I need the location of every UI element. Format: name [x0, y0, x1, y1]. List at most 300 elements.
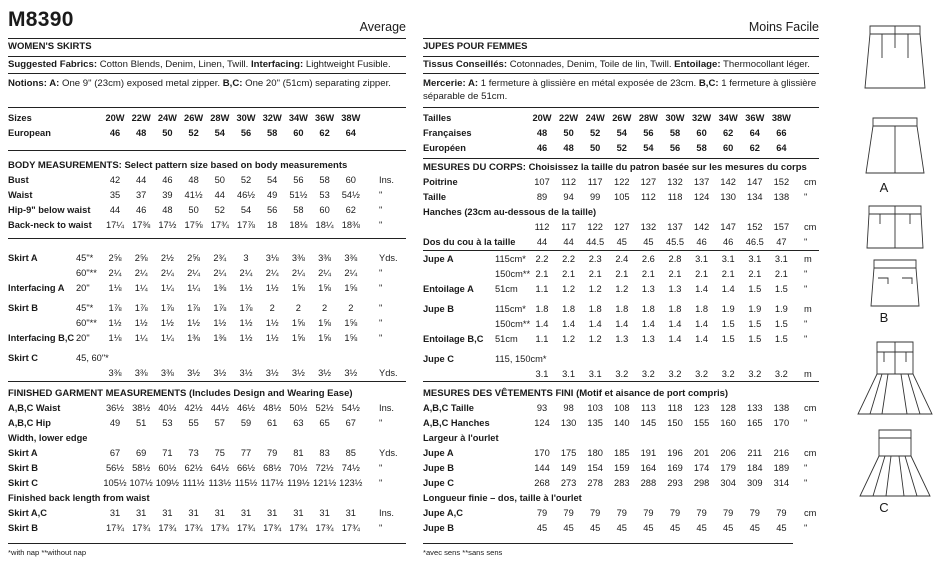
- row-unit: ": [804, 269, 808, 279]
- row-label: Entoilage B,C: [423, 334, 484, 344]
- table-row: [423, 432, 819, 445]
- row-label: Bust: [8, 175, 29, 185]
- table-cell: 45: [749, 523, 760, 533]
- table-cell: 196: [667, 448, 683, 458]
- table-cell: 3.2: [641, 369, 655, 379]
- table-cell: 53: [162, 418, 173, 428]
- notions-text: One 9" (23cm) exposed metal zipper.: [59, 78, 223, 89]
- table-cell: 1.4: [535, 319, 549, 329]
- row-unit: Ins.: [379, 175, 394, 185]
- row-unit: m: [804, 369, 812, 379]
- table-cell: 17¾: [105, 523, 125, 533]
- row-unit: Ins.: [379, 508, 394, 518]
- table-cell: 2.1: [535, 269, 549, 279]
- table-cell: 58: [669, 128, 681, 138]
- table-cell: 2: [348, 303, 354, 313]
- skirt-b-illustration: [852, 202, 940, 312]
- table-cell: 165: [747, 418, 763, 428]
- table-cell: 3⅜: [108, 368, 122, 378]
- table-row: [8, 477, 406, 490]
- table-cell: 44: [563, 237, 574, 247]
- table-cell: 2¼: [134, 268, 148, 278]
- table-cell: 45: [696, 523, 707, 533]
- table-cell: 2⅝: [108, 253, 122, 263]
- table-cell: 2¼: [291, 268, 305, 278]
- table-cell: 37: [136, 190, 147, 200]
- table-cell: 3.2: [695, 369, 709, 379]
- table-cell: 32W: [262, 113, 282, 123]
- table-cell: 46½: [236, 403, 256, 413]
- table-cell: 159: [614, 463, 630, 473]
- table-cell: 154: [587, 463, 603, 473]
- table-cell: 1.3: [641, 284, 655, 294]
- table-cell: 1⅛: [108, 283, 122, 293]
- table-cell: 2¼: [213, 268, 227, 278]
- table-cell: 118: [667, 192, 683, 202]
- row-label: Waist: [8, 190, 33, 200]
- table-cell: 105: [614, 192, 630, 202]
- body-measurements-heading: BODY MEASUREMENTS: Select pattern size based on body measurements: [8, 160, 348, 171]
- table-cell: 89: [536, 192, 548, 202]
- row-label: Dos du cou à la taille: [423, 237, 516, 247]
- table-cell: 3⅜: [160, 368, 174, 378]
- row-unit: Yds.: [379, 368, 398, 378]
- row-label: Hip-9" below waist: [8, 205, 91, 215]
- interfacing-text: Lightweight Fusible.: [303, 59, 391, 70]
- table-row: [423, 368, 819, 381]
- table-cell: 57: [214, 418, 225, 428]
- table-cell: 185: [614, 448, 630, 458]
- row-label: Skirt C: [8, 353, 38, 363]
- table-cell: 3.1: [562, 369, 576, 379]
- table-cell: 17¾: [341, 523, 360, 533]
- table-cell: 149: [560, 463, 577, 473]
- notions-line: [8, 77, 406, 90]
- table-cell: 1.2: [588, 284, 602, 294]
- table-cell: 31: [162, 508, 173, 518]
- table-cell: 1.1: [535, 284, 549, 294]
- notions-text-bc: One 20" (51cm) separating zipper.: [242, 78, 391, 89]
- row-label: A,B,C Hip: [8, 418, 51, 428]
- table-cell: 79: [563, 508, 574, 518]
- table-cell: 184: [747, 463, 763, 473]
- table-cell: 298: [693, 478, 710, 488]
- row-unit: ": [379, 523, 383, 533]
- table-cell: 48: [188, 175, 199, 185]
- table-cell: 1¼: [187, 283, 201, 293]
- table-row: [423, 112, 819, 125]
- table-cell: 1⅜: [187, 333, 201, 343]
- row-unit: Yds.: [379, 448, 398, 458]
- table-cell: 46: [536, 143, 548, 153]
- table-cell: 72½: [315, 463, 334, 473]
- notions-label: Notions: A:: [8, 78, 60, 89]
- table-cell: 201: [693, 448, 710, 458]
- table-cell: 113: [640, 403, 656, 413]
- table-cell: 56½: [105, 463, 125, 473]
- skirt-c-illustration: [852, 338, 940, 500]
- table-cell: 1½: [239, 318, 253, 328]
- table-cell: 1.4: [695, 334, 709, 344]
- divider: [423, 543, 793, 544]
- table-cell: 1¼: [134, 333, 148, 343]
- table-cell: 3⅜: [344, 253, 358, 263]
- table-cell: 147: [747, 177, 763, 187]
- table-cell: 1.3: [615, 334, 629, 344]
- row-fabric-width: 60"**: [76, 318, 97, 328]
- table-cell: 128: [720, 403, 736, 413]
- table-cell: 46: [696, 237, 707, 247]
- row-unit: ": [379, 220, 383, 230]
- table-cell: 2¾: [213, 253, 227, 263]
- table-cell: 1.9: [774, 304, 788, 314]
- table-cell: 17¾: [132, 523, 151, 533]
- row-unit: ": [804, 523, 808, 533]
- table-cell: 52: [240, 175, 252, 185]
- table-cell: 160: [720, 418, 736, 428]
- table-cell: 40½: [158, 403, 177, 413]
- notions-label-bc-fr: B,C:: [698, 78, 719, 89]
- row-unit: m: [804, 254, 812, 264]
- table-row: [8, 417, 406, 430]
- table-cell: 60½: [158, 463, 177, 473]
- table-cell: 18⅛: [289, 220, 308, 230]
- table-cell: 58: [293, 205, 304, 215]
- table-cell: 3.2: [668, 369, 682, 379]
- table-cell: 53: [319, 190, 330, 200]
- row-fabric-width: 20": [76, 333, 90, 343]
- table-cell: 34W: [288, 113, 308, 123]
- divider: [423, 158, 819, 159]
- table-cell: 17¾: [158, 523, 177, 533]
- divider: [423, 38, 819, 39]
- table-cell: 3: [243, 253, 249, 263]
- divider: [8, 107, 406, 108]
- table-cell: 1½: [108, 318, 122, 328]
- table-cell: 283: [614, 478, 630, 488]
- table-cell: 17⅞: [236, 220, 256, 230]
- table-cell: 1¼: [134, 283, 148, 293]
- table-cell: 3½: [239, 368, 253, 378]
- table-cell: 1⅞: [108, 303, 122, 313]
- table-cell: 44.5: [586, 237, 605, 247]
- table-cell: 1.9: [748, 304, 762, 314]
- row-label: Jupe B: [423, 304, 454, 314]
- table-cell: 113½: [208, 478, 232, 488]
- table-row: [8, 267, 406, 280]
- table-cell: 142: [693, 222, 710, 232]
- row-label: Skirt B: [8, 523, 38, 533]
- row-unit: ": [379, 268, 383, 278]
- row-unit: ": [804, 334, 808, 344]
- table-cell: 71: [162, 448, 173, 458]
- table-cell: 130: [720, 192, 736, 202]
- divider: [8, 543, 406, 544]
- table-cell: 117: [587, 177, 603, 187]
- table-row: [8, 189, 406, 202]
- table-cell: 98: [563, 403, 574, 413]
- row-label: Largeur à l'ourlet: [423, 433, 499, 443]
- table-cell: 2.3: [588, 254, 602, 264]
- row-label: A,B,C Hanches: [423, 418, 490, 428]
- table-cell: 309: [747, 478, 763, 488]
- interfacing-label: Interfacing:: [250, 59, 304, 70]
- table-cell: 74½: [341, 463, 360, 473]
- table-row: [423, 477, 819, 490]
- table-cell: 48: [136, 128, 147, 138]
- table-cell: 145: [640, 418, 657, 428]
- row-unit: ": [804, 319, 808, 329]
- table-cell: 50: [214, 175, 225, 185]
- table-row: [423, 127, 819, 140]
- table-cell: 31: [136, 508, 147, 518]
- row-label: Skirt B: [8, 303, 38, 313]
- row-label: Longueur finie – dos, taille à l'ourlet: [423, 493, 582, 503]
- table-cell: 2¼: [187, 268, 201, 278]
- row-unit: cm: [804, 508, 817, 518]
- table-cell: 2.4: [615, 254, 629, 264]
- table-cell: 3⅜: [291, 253, 305, 263]
- table-row: [423, 303, 819, 316]
- table-cell: 51½: [289, 190, 308, 200]
- table-cell: 42½: [184, 403, 203, 413]
- table-cell: 2½: [160, 253, 174, 263]
- table-cell: 44: [136, 175, 147, 185]
- table-cell: 48: [563, 143, 574, 153]
- row-label: Jupe C: [423, 478, 454, 488]
- table-cell: 1.4: [695, 284, 709, 294]
- table-row: [423, 236, 819, 249]
- row-unit: ": [379, 333, 383, 343]
- table-cell: 46: [136, 205, 147, 215]
- table-cell: 31: [240, 508, 252, 518]
- table-cell: 30W: [665, 113, 685, 123]
- row-unit: ": [804, 192, 808, 202]
- table-cell: 1.4: [721, 284, 735, 294]
- table-cell: 1½: [187, 318, 201, 328]
- table-cell: 1⅝: [318, 318, 332, 328]
- table-cell: 1.3: [668, 284, 682, 294]
- table-cell: 62: [319, 128, 330, 138]
- table-cell: 1½: [265, 333, 279, 343]
- table-cell: 1.5: [721, 319, 735, 329]
- table-cell: 60: [345, 175, 356, 185]
- row-label: Jupe B: [423, 463, 454, 473]
- table-cell: 105½: [103, 478, 127, 488]
- fabrics-label: Suggested Fabrics:: [8, 59, 98, 70]
- table-cell: 314: [773, 478, 790, 488]
- table-cell: 2.1: [695, 269, 709, 279]
- table-cell: 54½: [341, 403, 360, 413]
- table-cell: 3½: [291, 368, 305, 378]
- table-cell: 58: [319, 175, 330, 185]
- table-cell: 2.1: [615, 269, 629, 279]
- row-unit: ": [804, 418, 808, 428]
- notions-line-fr: [423, 77, 819, 103]
- row-label: Poitrine: [423, 177, 458, 187]
- table-cell: 45: [669, 523, 681, 533]
- table-cell: 48½: [263, 403, 282, 413]
- table-cell: 1⅝: [344, 283, 358, 293]
- table-row: [8, 402, 406, 415]
- table-cell: 54: [267, 175, 278, 185]
- table-cell: 1⅝: [344, 318, 358, 328]
- table-cell: 175: [560, 448, 577, 458]
- table-cell: 3.1: [588, 369, 602, 379]
- table-cell: 32W: [692, 113, 712, 123]
- table-cell: 79: [723, 508, 734, 518]
- table-cell: 1⅜: [213, 333, 227, 343]
- row-unit: m: [804, 304, 812, 314]
- fabrics-text-fr: Cotonnades, Denim, Toile de lin, Twill.: [507, 59, 675, 70]
- table-cell: 79: [616, 508, 627, 518]
- table-cell: 115½: [234, 478, 258, 488]
- table-cell: 60: [723, 143, 734, 153]
- table-cell: 44: [214, 190, 225, 200]
- table-cell: 122: [587, 222, 603, 232]
- table-row: [423, 417, 819, 430]
- table-cell: 50: [563, 128, 574, 138]
- table-cell: 46: [723, 237, 734, 247]
- table-row: [423, 253, 819, 266]
- table-cell: 51: [136, 418, 147, 428]
- table-cell: 174: [693, 463, 710, 473]
- table-cell: 70½: [289, 463, 308, 473]
- table-cell: 3⅛: [265, 253, 279, 263]
- table-cell: 2⅝: [134, 253, 148, 263]
- table-cell: 17¾: [315, 523, 334, 533]
- row-label: Entoilage A: [423, 284, 474, 294]
- table-cell: 38W: [341, 113, 361, 123]
- table-cell: 3.1: [535, 369, 549, 379]
- table-cell: 44½: [210, 403, 229, 413]
- table-cell: 63: [293, 418, 304, 428]
- table-cell: 2.2: [562, 254, 576, 264]
- table-cell: 60: [696, 128, 707, 138]
- row-fabric-width: 45, 60"*: [76, 353, 109, 363]
- table-cell: 130: [560, 418, 577, 428]
- table-cell: 152: [773, 177, 790, 187]
- table-cell: 3.2: [615, 369, 629, 379]
- table-cell: 3½: [187, 368, 201, 378]
- table-cell: 122: [614, 177, 630, 187]
- row-label: Skirt B: [8, 463, 38, 473]
- divider: [8, 38, 406, 39]
- table-cell: 124: [693, 192, 710, 202]
- table-cell: 1½: [134, 318, 148, 328]
- table-cell: 46: [109, 128, 121, 138]
- table-cell: 1⅝: [291, 283, 305, 293]
- table-cell: 191: [640, 448, 657, 458]
- table-cell: 211: [747, 448, 763, 458]
- table-cell: 1.5: [748, 319, 762, 329]
- table-cell: 52½: [315, 403, 334, 413]
- table-cell: 123: [693, 403, 710, 413]
- table-row: [423, 176, 819, 189]
- table-row: [8, 302, 406, 315]
- table-cell: 1.8: [535, 304, 549, 314]
- table-cell: 17½: [158, 220, 177, 230]
- skirt-a-illustration: [852, 18, 940, 178]
- table-cell: 45: [776, 523, 787, 533]
- table-cell: 2.1: [774, 269, 788, 279]
- table-cell: 31: [109, 508, 121, 518]
- table-cell: 45: [616, 523, 627, 533]
- table-row: [8, 447, 406, 460]
- row-unit: Yds.: [379, 253, 398, 263]
- table-cell: 77: [240, 448, 252, 458]
- row-fabric-width: 51cm: [495, 284, 518, 294]
- row-label: European: [8, 128, 51, 138]
- table-cell: 22W: [559, 113, 579, 123]
- table-cell: 45.5: [665, 237, 685, 247]
- row-label: Jupe C: [423, 354, 454, 364]
- table-cell: 48: [162, 205, 173, 215]
- table-cell: 1.8: [641, 304, 655, 314]
- divider: [8, 238, 406, 239]
- table-cell: 45: [616, 237, 627, 247]
- table-cell: 133: [747, 403, 763, 413]
- table-cell: 45: [643, 237, 654, 247]
- divider: [423, 56, 819, 57]
- row-label: Jupe B: [423, 523, 454, 533]
- table-cell: 3.1: [748, 254, 762, 264]
- table-cell: 52: [590, 128, 601, 138]
- table-cell: 79: [696, 508, 707, 518]
- table-cell: 61: [267, 418, 278, 428]
- row-label: Skirt C: [8, 478, 38, 488]
- row-label: A,B,C Waist: [8, 403, 61, 413]
- table-cell: 64½: [210, 463, 229, 473]
- divider: [423, 250, 819, 251]
- table-cell: 62: [345, 205, 356, 215]
- table-cell: 1⅞: [213, 303, 227, 313]
- table-cell: 103: [587, 403, 603, 413]
- table-cell: 1½: [239, 333, 253, 343]
- row-unit: ": [804, 237, 808, 247]
- table-cell: 1⅝: [291, 333, 305, 343]
- table-row: [8, 219, 406, 232]
- table-cell: 1.4: [562, 319, 576, 329]
- table-cell: 22W: [131, 113, 151, 123]
- table-cell: 30W: [236, 113, 256, 123]
- table-cell: 85: [345, 448, 356, 458]
- table-cell: 135: [587, 418, 603, 428]
- table-row: [8, 507, 406, 520]
- row-unit: Ins.: [379, 403, 394, 413]
- table-cell: 69: [136, 448, 147, 458]
- table-row: [423, 402, 819, 415]
- table-cell: 49: [267, 190, 278, 200]
- table-cell: 42: [109, 175, 121, 185]
- table-cell: 1.5: [748, 334, 762, 344]
- table-cell: 1.4: [668, 334, 682, 344]
- table-cell: 2⅝: [187, 253, 201, 263]
- table-cell: 216: [773, 448, 790, 458]
- table-row: [8, 252, 406, 265]
- table-cell: 152: [747, 222, 763, 232]
- table-cell: 1.4: [615, 319, 629, 329]
- table-cell: 1⅞: [160, 303, 174, 313]
- table-cell: 75: [214, 448, 225, 458]
- table-cell: 107: [534, 177, 550, 187]
- table-cell: 1¼: [160, 283, 174, 293]
- table-cell: 293: [667, 478, 683, 488]
- table-cell: 26W: [184, 113, 204, 123]
- row-fabric-width: 115cm*: [495, 254, 526, 264]
- table-cell: 50½: [289, 403, 308, 413]
- row-label: Jupe A,C: [423, 508, 463, 518]
